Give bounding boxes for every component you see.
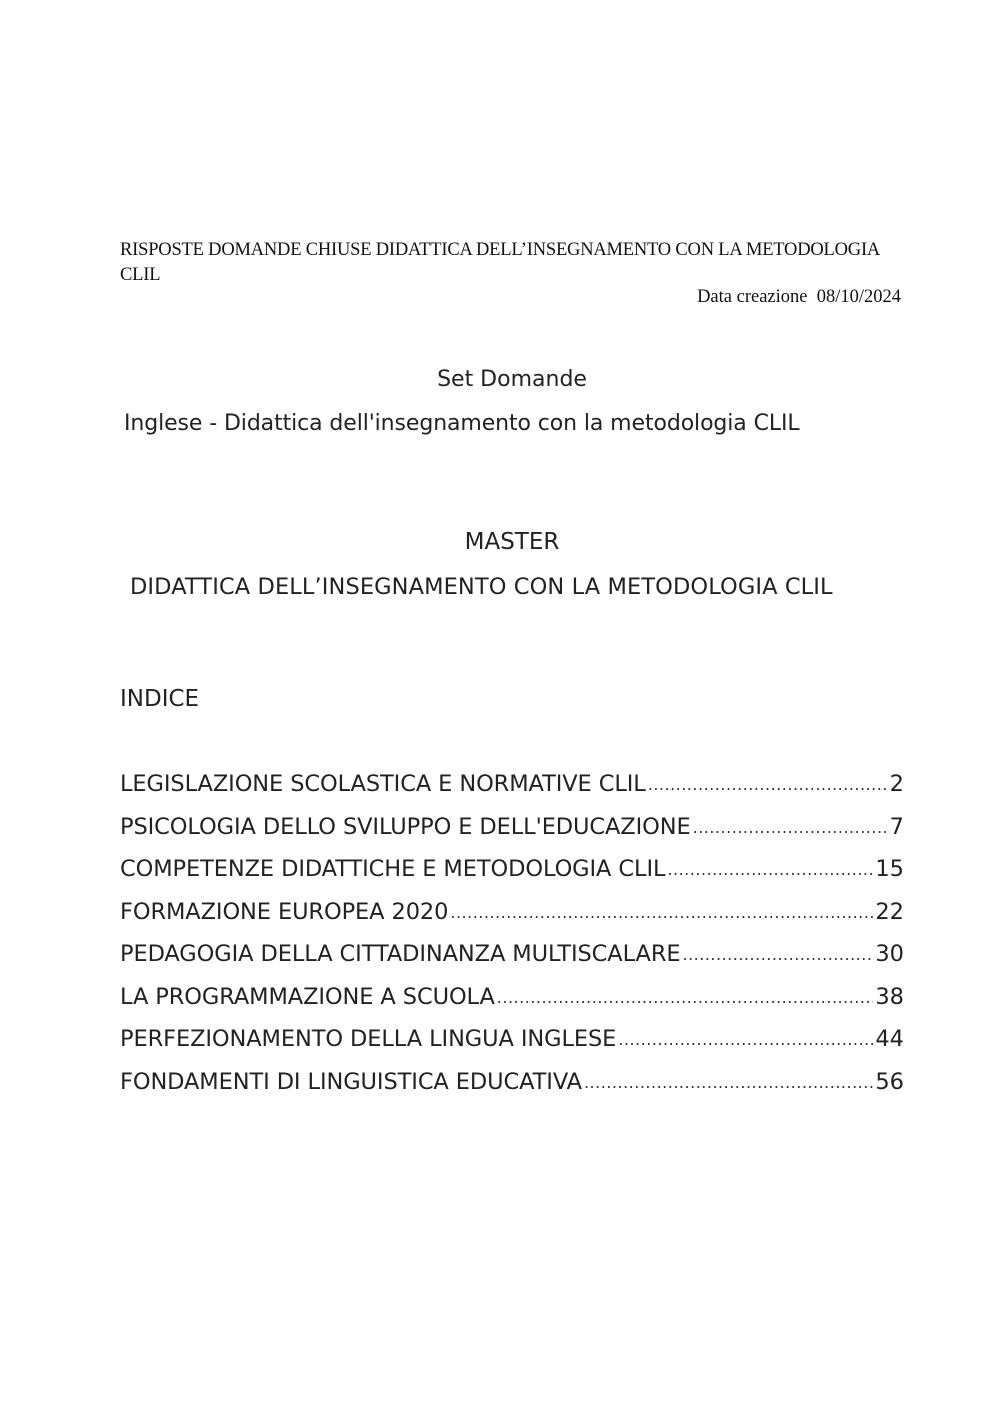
toc-leader-dots [618,1026,873,1054]
master-subtitle: DIDATTICA DELL’INSEGNAMENTO CON LA METODOLOGIA CLIL [130,574,833,600]
toc-leader-dots [584,1069,873,1097]
toc-entry[interactable] [120,855,904,898]
table-of-contents [120,770,904,1110]
set-title: Set Domande [437,367,587,392]
toc-leader-dots [450,899,873,927]
toc-entry-label: LA PROGRAMMAZIONE A SCUOLA [120,983,495,1010]
toc-entry[interactable] [120,983,904,1026]
toc-entry-page: 38 [875,983,904,1010]
toc-entry-page: 56 [875,1068,904,1095]
toc-entry-page: 7 [889,813,904,840]
toc-entry-label: FONDAMENTI DI LINGUISTICA EDUCATIVA [120,1068,582,1095]
toc-entry-page: 2 [889,771,904,797]
toc-entry[interactable] [120,813,904,856]
creation-date: Data creazione 08/10/2024 [697,287,901,307]
toc-entry-page: 44 [875,1026,904,1052]
toc-leader-dots [667,856,873,884]
toc-entry-label: PEDAGOGIA DELLA CITTADINANZA MULTISCALARE [120,941,681,967]
toc-entry-label: FORMAZIONE EUROPEA 2020 [120,898,449,925]
toc-leader-dots [648,771,888,799]
toc-leader-dots [497,984,874,1012]
document-header-title: RISPOSTE DOMANDE CHIUSE DIDATTICA DELL’INSEGNAMENTO CON LA METODOLOGIA CLIL [120,240,880,285]
toc-leader-dots [693,814,888,842]
index-heading: INDICE [120,686,200,712]
toc-entry-page: 22 [875,898,904,925]
toc-entry[interactable] [120,898,904,941]
set-subtitle: Inglese - Didattica dell'insegnamento con la metodologia CLIL [124,411,800,436]
toc-entry[interactable] [120,1068,904,1111]
toc-entry-label: LEGISLAZIONE SCOLASTICA E NORMATIVE CLIL [120,771,646,797]
toc-entry-page: 30 [875,941,904,967]
toc-entry-label: PERFEZIONAMENTO DELLA LINGUA INGLESE [120,1026,617,1052]
toc-entry[interactable] [120,1025,904,1068]
toc-entry[interactable] [120,770,904,813]
master-title: MASTER [464,529,560,555]
toc-entry-label: PSICOLOGIA DELLO SVILUPPO E DELL'EDUCAZIONE [120,813,691,840]
toc-entry[interactable] [120,940,904,983]
toc-leader-dots [682,941,873,969]
toc-entry-page: 15 [875,856,904,882]
toc-entry-label: COMPETENZE DIDATTICHE E METODOLOGIA CLIL [120,856,666,882]
